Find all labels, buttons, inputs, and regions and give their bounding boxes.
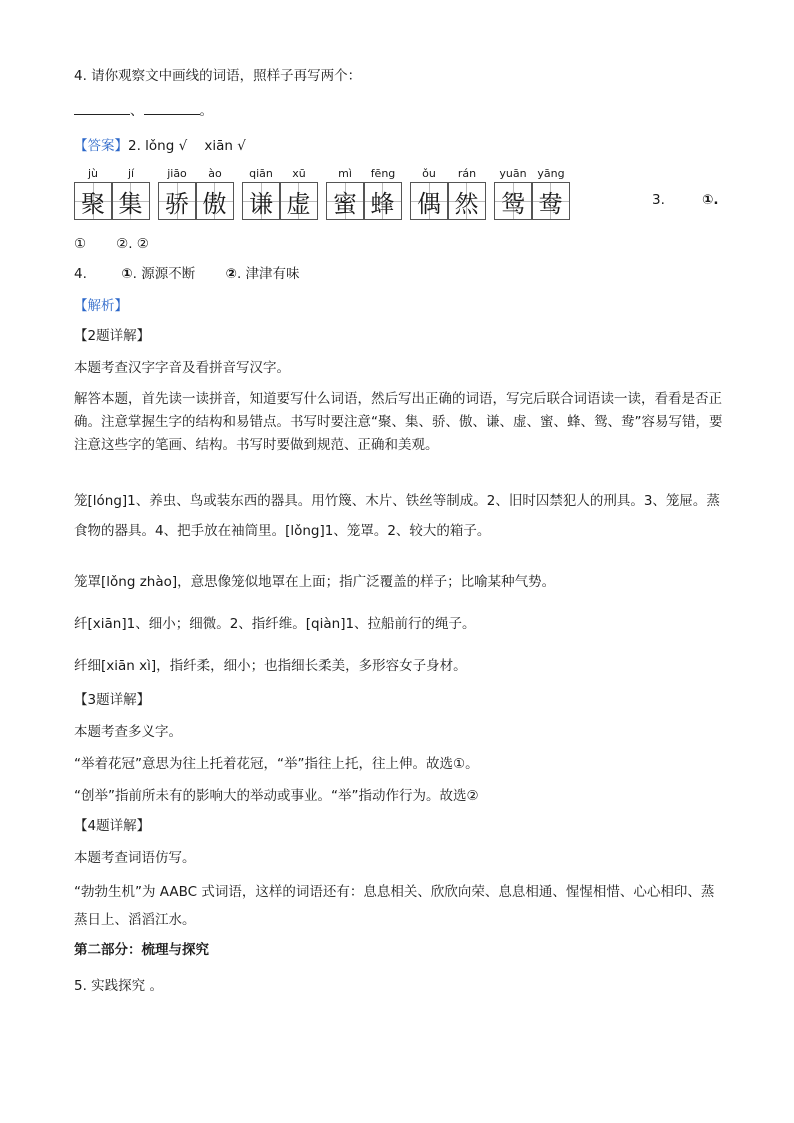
answer4-a: . 源源不断 <box>132 266 196 282</box>
pinyin: mì <box>338 167 352 180</box>
char-cell <box>326 166 364 220</box>
char: 骄 <box>165 189 189 218</box>
q3-circle-1: ①. <box>702 192 719 208</box>
char-box <box>196 182 234 220</box>
char: 然 <box>454 189 479 218</box>
answer4-b-mark: ② <box>225 266 237 282</box>
pinyin: yāng <box>537 167 565 180</box>
char-box <box>326 182 364 220</box>
char: 偶 <box>417 189 441 218</box>
char-cell <box>74 166 112 220</box>
q2-paragraph-6: 纤细[xiān xì]，指纤柔，细小；也指细长柔美，多形容女子身材。 <box>74 658 467 674</box>
pinyin: qiān <box>249 167 273 180</box>
q3-paragraph-2: “举着花冠”意思为往上托着花冠，“举”指往上托，往上伸。故选①。 <box>74 756 479 772</box>
pinyin: rán <box>457 167 477 180</box>
char: 鸯 <box>538 189 563 218</box>
analysis-label: 【解析】 <box>74 298 128 314</box>
part2-title: 第二部分：梳理与探究 <box>74 942 209 958</box>
q5-prompt: 5. 实践探究 。 <box>74 978 163 994</box>
answer4-b: . 津津有味 <box>236 266 300 282</box>
answer4-a-mark: ① <box>121 266 133 282</box>
char-box <box>280 182 318 220</box>
char-cell <box>242 166 280 220</box>
char-box <box>448 182 486 220</box>
char-cell <box>532 166 570 220</box>
q2-paragraph-3: 笼[lóng]1、养虫、鸟或装东西的器具。用竹篾、木片、铁丝等制成。2、旧时囚禁犯人的刑具。3、笼屉。蒸食物的器具。4、把手放在袖筒里。[lǒng]1、笼罩。2、较大的箱子。 <box>74 493 720 539</box>
q2-paragraph-1: 本题考查汉字字音及看拼音写汉字。 <box>74 360 290 376</box>
answer-blank-2[interactable] <box>144 100 200 115</box>
word-group-3 <box>242 166 318 220</box>
char: 蜜 <box>333 189 357 218</box>
char-cell <box>410 166 448 220</box>
char-cell <box>112 166 150 220</box>
char-cell <box>196 166 234 220</box>
char-box <box>158 182 196 220</box>
char: 集 <box>118 189 143 218</box>
char: 蜂 <box>370 189 395 218</box>
char-cell <box>448 166 486 220</box>
pinyin: jiāo <box>167 167 187 180</box>
character-grid <box>74 166 578 220</box>
q4-prompt: 4. 请你观察文中画线的词语，照样子再写两个： <box>74 68 362 84</box>
answer-line-1 <box>74 136 246 156</box>
word-group-4 <box>326 166 402 220</box>
q3-paragraph-1: 本题考查多义字。 <box>74 724 182 740</box>
q3-paragraph-3: “创举”指前所未有的影响大的举动或事业。“举”指动作行为。故选② <box>74 788 479 804</box>
pinyin: xū <box>292 167 306 180</box>
char-cell <box>364 166 402 220</box>
answer-pinyin-check: 2. lǒng √ xiān √ <box>128 138 246 154</box>
char: 鸳 <box>501 189 525 218</box>
char-box <box>74 182 112 220</box>
char-cell <box>280 166 318 220</box>
blank-end: 。 <box>199 103 213 119</box>
word-group-5 <box>410 166 486 220</box>
q3-label: 3. <box>652 192 665 208</box>
char: 聚 <box>81 189 105 218</box>
char-box <box>532 182 570 220</box>
char: 傲 <box>202 189 227 218</box>
q2-paragraph-5: 纤[xiān]1、细小；细微。2、指纤维。[qiàn]1、拉船前行的绳子。 <box>74 616 476 632</box>
q2-paragraph-4: 笼罩[lǒng zhào]，意思像笼似地罩在上面；指广泛覆盖的样子；比喻某种气势。 <box>74 574 556 590</box>
char-box <box>494 182 532 220</box>
pinyin: ào <box>208 167 222 180</box>
char-box <box>112 182 150 220</box>
char: 谦 <box>249 189 273 218</box>
q2-paragraph-2: 解答本题，首先读一读拼音，知道要写什么词语，然后写出正确的词语，写完后联合词语读一读，看看是否正确。注意掌握生字的结构和易错点。书写时要注意“聚、集、骄、傲、谦、虚、蜜、蜂、鸳、鸯”容易写错，要注意这些字的笔画、结构。书写时要做到规范、正确和美观。 <box>74 391 723 453</box>
char-box <box>364 182 402 220</box>
blank-separator: 、 <box>130 103 144 119</box>
q4-detail-title: 【4题详解】 <box>74 818 151 834</box>
answer-line-4 <box>74 264 300 284</box>
word-group-6 <box>494 166 570 220</box>
char-cell <box>158 166 196 220</box>
pinyin: jù <box>87 167 99 180</box>
answer-blank-1[interactable] <box>74 100 130 115</box>
pinyin: ǒu <box>422 167 436 180</box>
char-cell <box>494 166 532 220</box>
answer-label: 【答案】 <box>74 138 128 154</box>
char-box <box>410 182 448 220</box>
q4-paragraph-1: 本题考查词语仿写。 <box>74 850 196 866</box>
circle-1-mark: ① <box>74 236 87 252</box>
char: 虚 <box>286 189 311 218</box>
pinyin: jí <box>127 167 135 180</box>
word-group-1 <box>74 166 150 220</box>
answer4-number: 4. <box>74 266 87 282</box>
circle-2-answer: ②. ② <box>116 236 149 252</box>
pinyin: fēng <box>370 167 396 180</box>
word-group-2 <box>158 166 234 220</box>
q4-blanks <box>74 100 213 121</box>
answer-line-3 <box>74 234 149 254</box>
pinyin: yuān <box>499 167 527 180</box>
q3-detail-title: 【3题详解】 <box>74 692 151 708</box>
char-box <box>242 182 280 220</box>
q4-paragraph-2: “勃勃生机”为 AABC 式词语，这样的词语还有：息息相关、欣欣向荣、息息相通、惺惺相惜、心心相印、蒸蒸日上、滔滔江水。 <box>74 884 715 928</box>
q2-detail-title: 【2题详解】 <box>74 328 151 344</box>
